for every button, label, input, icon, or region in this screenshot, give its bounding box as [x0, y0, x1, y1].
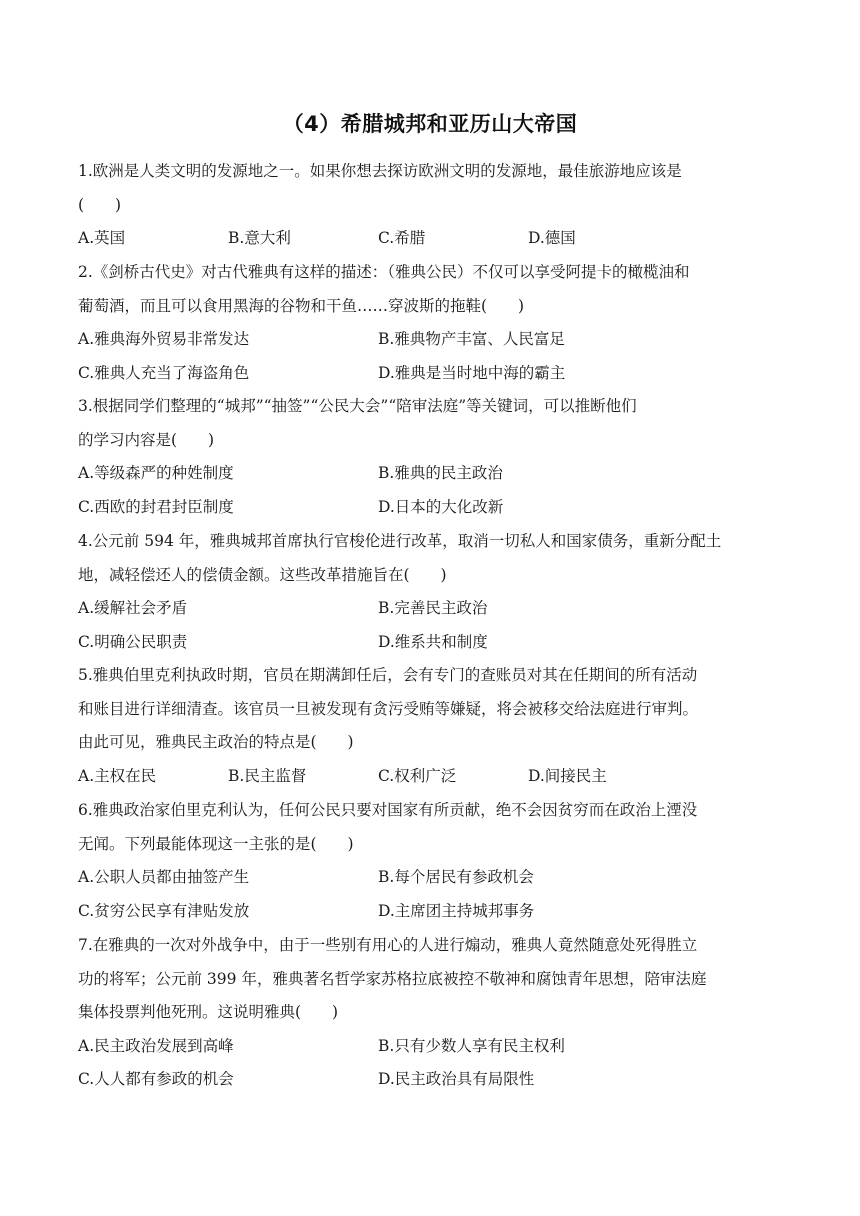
option-c: C.明确公民职责 — [78, 632, 188, 651]
option-a: A.公职人员都由抽签产生 — [78, 868, 250, 886]
option-b: B.雅典物产丰富、人民富足 — [378, 330, 565, 348]
option-b: B.完善民主政治 — [378, 599, 488, 617]
question-text-line: 和账目进行详细清查。该官员一旦被发现有贪污受贿等嫌疑，将会被移交给法庭进行审判。 — [78, 699, 699, 718]
option-d: D.间接民主 — [528, 766, 607, 785]
option-c: C.贫穷公民享有津贴发放 — [78, 901, 250, 920]
options-row — [78, 895, 790, 929]
option-d: D.维系共和制度 — [378, 632, 488, 651]
question-text-line: 葡萄酒，而且可以食用黑海的谷物和干鱼……穿波斯的拖鞋( ) — [78, 296, 525, 315]
option-c: C.权利广泛 — [378, 766, 457, 785]
question-text-line: 功的将军；公元前 399 年，雅典著名哲学家苏格拉底被控不敬神和腐蚀青年思想，陪审法庭 — [78, 969, 707, 988]
question-text-line: 2.《剑桥古代史》对古代雅典有这样的描述：（雅典公民）不仅可以享受阿提卡的橄榄油和 — [78, 263, 690, 281]
question-4 — [78, 525, 790, 659]
question-text-line: 无闻。下列最能体现这一主张的是( ) — [78, 834, 354, 853]
question-3 — [78, 390, 790, 524]
option-c: C.希腊 — [378, 229, 426, 247]
page-title: （4）希腊城邦和亚历山大帝国 — [282, 112, 578, 136]
option-d: D.日本的大化改新 — [378, 497, 504, 516]
option-c: C.人人都有参政的机会 — [78, 1070, 234, 1088]
option-a: A.等级森严的种姓制度 — [78, 464, 234, 482]
options-row — [78, 323, 790, 357]
options-row — [78, 592, 790, 626]
question-text-line: 的学习内容是( ) — [78, 430, 215, 449]
option-d: D.民主政治具有局限性 — [378, 1070, 535, 1088]
option-c: C.雅典人充当了海盗角色 — [78, 363, 250, 382]
option-a: A.雅典海外贸易非常发达 — [78, 330, 250, 348]
question-text-line: 集体投票判他死刑。这说明雅典( ) — [78, 1003, 339, 1021]
question-text-line: 4.公元前 594 年，雅典城邦首席执行官梭伦进行改革，取消一切私人和国家债务，重新分配土 — [78, 532, 722, 550]
option-b: B.每个居民有参政机会 — [378, 868, 534, 886]
question-text-line: 1.欧洲是人类文明的发源地之一。如果你想去探访欧洲文明的发源地，最佳旅游地应该是 — [78, 162, 682, 180]
question-2 — [78, 256, 790, 390]
option-d: D.主席团主持城邦事务 — [378, 901, 535, 920]
question-text-line: 3.根据同学们整理的“城邦”“抽签”“公民大会”“陪审法庭”等关键词，可以推断他们 — [78, 397, 637, 415]
option-d: D.雅典是当时地中海的霸主 — [378, 363, 566, 382]
option-b: B.只有少数人享有民主权利 — [378, 1036, 565, 1055]
options-row — [78, 222, 790, 256]
options-row — [78, 491, 790, 525]
question-5 — [78, 659, 790, 793]
option-b: B.意大利 — [228, 229, 291, 247]
question-text-line: ( ) — [78, 195, 122, 214]
option-a: A.缓解社会矛盾 — [78, 599, 188, 617]
options-row — [78, 1063, 790, 1097]
question-7 — [78, 929, 790, 1097]
options-row — [78, 1030, 790, 1064]
options-row — [78, 457, 790, 491]
options-row — [78, 357, 790, 391]
option-b: B.雅典的民主政治 — [378, 464, 503, 482]
question-text-line: 7.在雅典的一次对外战争中，由于一些别有用心的人进行煽动，雅典人竟然随意处死得胜立 — [78, 936, 698, 954]
options-row — [78, 760, 790, 794]
question-text-line: 6.雅典政治家伯里克利认为，任何公民只要对国家有所贡献，绝不会因贫穷而在政治上湮没 — [78, 801, 698, 819]
option-b: B.民主监督 — [228, 766, 307, 785]
question-text-line: 地，减轻偿还人的偿债金额。这些改革措施旨在( ) — [78, 565, 447, 584]
question-text-line: 由此可见，雅典民主政治的特点是( ) — [78, 733, 354, 751]
question-text-line: 5.雅典伯里克利执政时期，官员在期满卸任后，会有专门的查账员对其在任期间的所有活动 — [78, 666, 698, 684]
option-d: D.德国 — [528, 229, 576, 247]
option-a: A.民主政治发展到高峰 — [78, 1036, 234, 1055]
option-c: C.西欧的封君封臣制度 — [78, 497, 234, 516]
options-row — [78, 626, 790, 660]
option-a: A.英国 — [78, 229, 126, 247]
question-1 — [78, 155, 790, 256]
option-a: A.主权在民 — [78, 766, 157, 785]
options-row — [78, 861, 790, 895]
question-6 — [78, 794, 790, 928]
